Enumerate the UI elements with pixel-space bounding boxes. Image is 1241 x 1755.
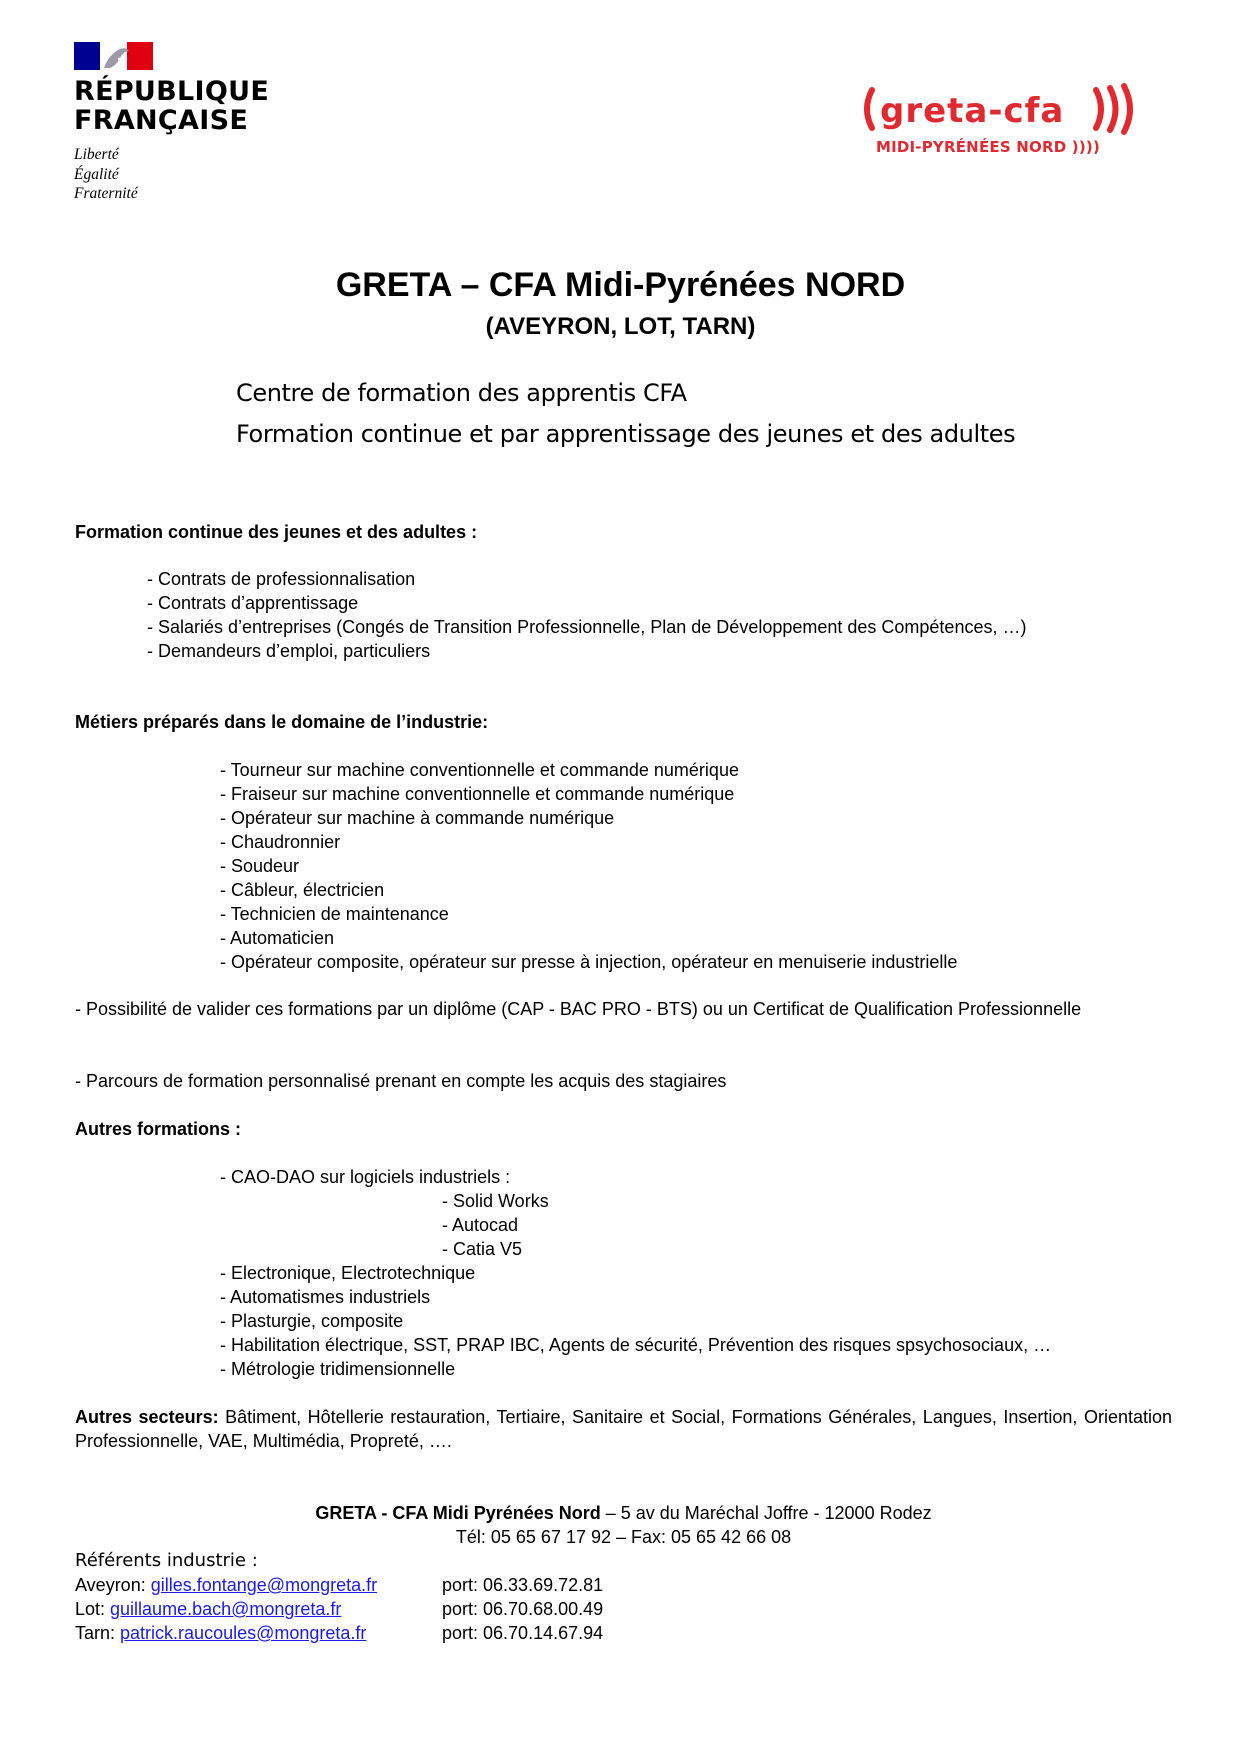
metiers-heading: Métiers préparés dans le domaine de l’industrie: xyxy=(75,712,489,732)
autres-secteurs-label: Autres secteurs: xyxy=(75,1407,219,1427)
referent-label: Aveyron: xyxy=(75,1575,151,1595)
greta-cfa-logo xyxy=(858,82,1158,162)
referent-email-link[interactable]: guillaume.bach@mongreta.fr xyxy=(110,1599,342,1619)
rf-name-line2: FRANÇAISE xyxy=(74,105,249,136)
referent-port: port: 06.70.68.00.49 xyxy=(442,1599,604,1619)
list-item: - Fraiseur sur machine conventionnelle et commande numérique xyxy=(220,784,735,804)
list-item: - Métrologie tridimensionnelle xyxy=(220,1359,456,1379)
referents-list xyxy=(75,1573,1172,1645)
formation-continue-heading: Formation continue des jeunes et des adultes : xyxy=(75,522,478,542)
referent-port: port: 06.70.14.67.94 xyxy=(442,1623,604,1643)
metiers-list xyxy=(220,758,957,974)
autres-secteurs xyxy=(75,1405,1172,1453)
page-title: GRETA – CFA Midi-Pyrénées NORD xyxy=(335,266,906,304)
referent-email-link[interactable]: patrick.raucoules@mongreta.fr xyxy=(120,1623,367,1643)
list-item: - Opérateur sur machine à commande numérique xyxy=(220,808,615,828)
referent-label: Lot: xyxy=(75,1599,111,1619)
cao-dao-item: - CAO-DAO sur logiciels industriels : xyxy=(220,1167,511,1187)
marianne-flag-icon xyxy=(74,42,153,70)
list-item: - Automatismes industriels xyxy=(220,1287,431,1307)
rf-name-line1: RÉPUBLIQUE xyxy=(74,76,270,107)
list-item: - Electronique, Electrotechnique xyxy=(220,1263,476,1283)
greta-logo-text: greta-cfa xyxy=(880,91,1065,131)
list-item: - Automaticien xyxy=(220,928,335,948)
contact-phone-fax: Tél: 05 65 67 17 92 – Fax: 05 65 42 66 08 xyxy=(455,1527,792,1547)
list-item: - Chaudronnier xyxy=(220,832,341,852)
list-item: - Solid Works xyxy=(442,1191,549,1211)
list-item: - Technicien de maintenance xyxy=(220,904,449,924)
list-item: - Habilitation électrique, SST, PRAP IBC, Agents de sécurité, Prévention des risques spsychosociaux, … xyxy=(220,1335,1052,1355)
contact-address xyxy=(75,1501,1172,1525)
motto-egalite: Égalité xyxy=(74,165,119,183)
subtitle-formation: Formation continue et par apprentissage des jeunes et des adultes xyxy=(236,420,1016,448)
list-item: - Soudeur xyxy=(220,856,300,876)
list-item: - Câbleur, électricien xyxy=(220,880,385,900)
referent-row-lot xyxy=(75,1597,1172,1621)
autres-secteurs-text: Bâtiment, Hôtellerie restauration, Tertiaire, Sanitaire et Social, Formations Générales, Langues, Insertion, Orientation Professionnelle, VAE, Multimédia, Propreté, …. xyxy=(75,1407,1173,1451)
list-item: - Plasturgie, composite xyxy=(220,1311,404,1331)
list-item: - Salariés d’entreprises (Congés de Transition Professionnelle, Plan de Développement des Compétences, …) xyxy=(147,617,1027,637)
greta-logo-mark-icon xyxy=(858,82,1158,138)
page-region: (AVEYRON, LOT, TARN) xyxy=(485,313,756,340)
list-item: - Opérateur composite, opérateur sur presse à injection, opérateur en menuiserie industrielle xyxy=(220,952,958,972)
greta-logo-subtitle: MIDI-PYRÉNÉES NORD )))) xyxy=(875,138,1101,156)
metiers-note-parcours: - Parcours de formation personnalisé prenant en compte les acquis des stagiaires xyxy=(75,1071,727,1091)
software-list xyxy=(442,1189,549,1261)
formation-continue-list xyxy=(147,567,1026,663)
referent-row-aveyron xyxy=(75,1573,1172,1597)
list-item: - Contrats de professionnalisation xyxy=(147,569,416,589)
list-item: - Tourneur sur machine conventionnelle et commande numérique xyxy=(220,760,739,780)
list-item: - Demandeurs d’emploi, particuliers xyxy=(147,641,431,661)
referent-email-link[interactable]: gilles.fontange@mongreta.fr xyxy=(150,1575,378,1595)
referent-port: port: 06.33.69.72.81 xyxy=(442,1575,604,1595)
referents-title: Référents industrie : xyxy=(75,1550,258,1571)
referent-row-tarn xyxy=(75,1621,1172,1645)
motto-liberte: Liberté xyxy=(74,146,119,163)
rf-motto xyxy=(74,145,274,204)
referent-label: Tarn: xyxy=(75,1623,121,1643)
metiers-note-diplome: - Possibilité de valider ces formations par un diplôme (CAP - BAC PRO - BTS) ou un Certificat de Qualification Professionnelle xyxy=(75,999,1082,1019)
list-item: - Catia V5 xyxy=(442,1239,523,1259)
autres-formations-list xyxy=(220,1261,1051,1381)
autres-formations-heading: Autres formations : xyxy=(75,1119,242,1139)
contact-org: GRETA - CFA Midi Pyrénées Nord xyxy=(315,1503,601,1523)
list-item: - Contrats d’apprentissage xyxy=(147,593,359,613)
contact-address-text: – 5 av du Maréchal Joffre - 12000 Rodez xyxy=(600,1503,932,1523)
subtitle-cfa: Centre de formation des apprentis CFA xyxy=(236,379,687,407)
list-item: - Autocad xyxy=(442,1215,519,1235)
motto-fraternite: Fraternité xyxy=(74,185,138,202)
republique-francaise-logo xyxy=(74,42,274,204)
